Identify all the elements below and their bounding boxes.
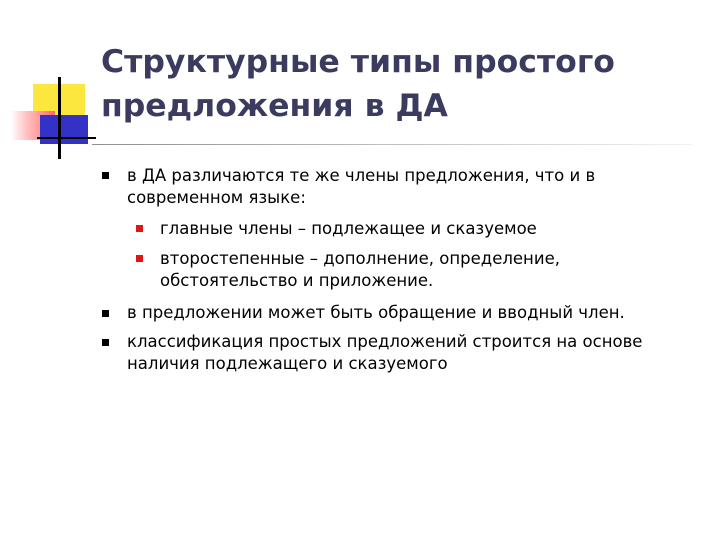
bullet-3-line-1: классификация простых предложений строится на основе <box>127 332 643 351</box>
bullet-3-line-2: наличия подлежащего и сказуемого <box>127 354 448 373</box>
sub-bullet-square-icon <box>136 255 143 262</box>
sub-bullet-2-line-1: второстепенные – дополнение, определение, <box>160 249 560 268</box>
title-line-1: Структурные типы простого <box>101 44 615 80</box>
sub-bullet-2-line-2: обстоятельство и приложение. <box>160 271 434 290</box>
bullet-1-line-1: в ДА различаются те же члены предложения, что и в <box>127 166 596 185</box>
bullet-2-line-1: в предложении может быть обращение и вводный член. <box>127 303 625 322</box>
bullet-square-icon <box>102 172 109 179</box>
title-line-2: предложения в ДА <box>101 88 448 124</box>
sub-bullet-1-line-1: главные члены – подлежащее и сказуемое <box>160 219 537 238</box>
sub-bullet-square-icon <box>136 225 143 232</box>
bullet-square-icon <box>102 339 109 346</box>
bullet-1-line-2: современном языке: <box>127 188 306 207</box>
bullet-square-icon <box>102 310 109 317</box>
